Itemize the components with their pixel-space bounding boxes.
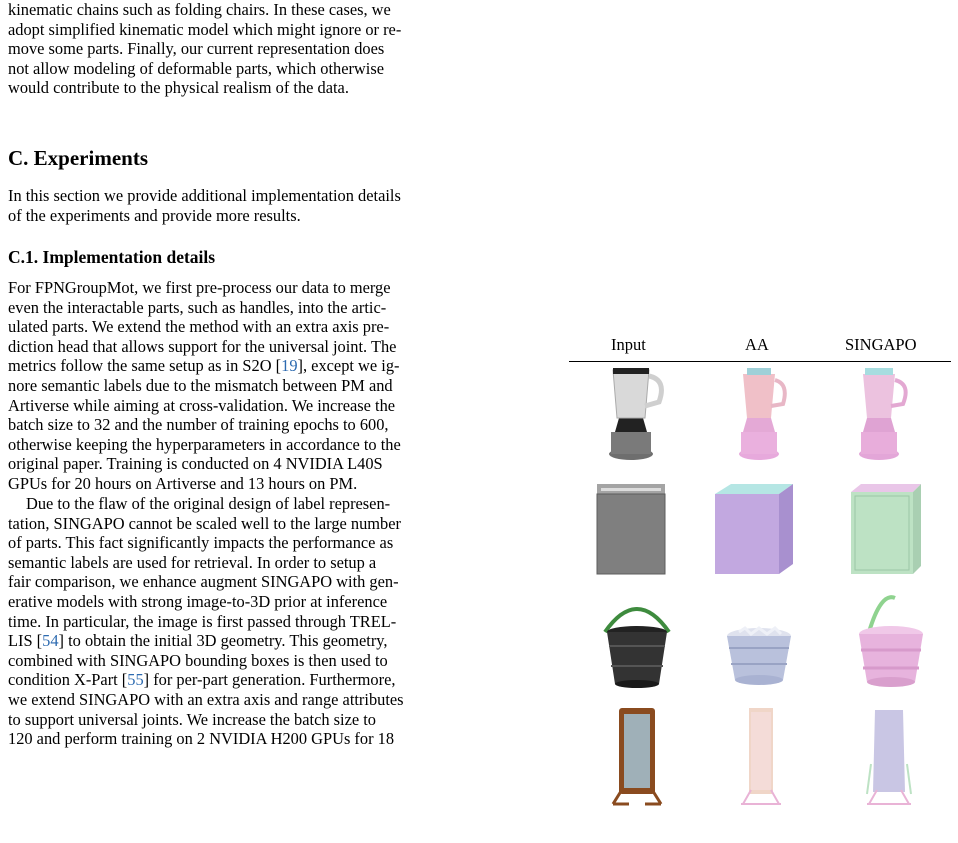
p2-line: of parts. This fact significantly impacts the performance as [8,533,394,553]
intro-line: not allow modeling of deformable parts, which otherwise [8,58,384,78]
column-header-aa: AA [745,335,769,354]
cabinet-aa-render [709,480,799,580]
p2-line: combined with SINGAPO bounding boxes is then used to [8,650,388,670]
p2-line: 120 and perform training on 2 NVIDIA H200 GPUs for 18 [8,729,395,749]
section-intro [8,186,484,225]
citation-link[interactable]: 54 [42,631,59,651]
bucket-input-render [597,592,677,692]
section-title: C. Experiments [8,146,148,170]
intro-paragraph [8,0,484,98]
p2-text: LIS [ [8,631,43,651]
mirror-aa-render [737,704,787,810]
blender-singapo-render [847,366,917,466]
bucket-aa-render [719,592,799,692]
comparison-figure [569,330,951,810]
paragraph-singapo [8,494,484,749]
p2-line: tation, SINGAPO cannot be scaled well to the large number [8,513,401,533]
intro-line: move some parts. Finally, our current representation does [8,39,385,59]
citation-link[interactable]: 55 [127,670,144,690]
p1-line: ulated parts. We extend the method with an extra axis pre- [8,317,390,337]
mirror-input-render [609,704,669,810]
p1-line: original paper. Training is conducted on 4 NVIDIA L40S [8,454,383,474]
paragraph-fpngroupmot [8,278,484,494]
p2-text: condition X-Part [ [8,670,128,690]
p2-line: fair comparison, we enhance augment SINGAPO with gen- [8,572,399,592]
section-line: In this section we provide additional implementation details [8,186,401,205]
p1-line: GPUs for 20 hours on Artiverse and 13 hours on PM. [8,473,358,493]
column-header-singapo: SINGAPO [845,335,917,354]
blender-input-render [597,366,677,466]
blender-aa-render [727,366,797,466]
intro-line: adopt simplified kinematic model which might ignore or re- [8,19,402,39]
cabinet-singapo-render [847,480,927,580]
intro-line: kinematic chains such as folding chairs. In these cases, we [8,0,391,19]
cabinet-input-render [593,480,673,580]
p1-line: Artiverse while aiming at cross-validation. We increase the [8,395,396,415]
p2-line [8,670,484,690]
p2-text: ] to obtain the initial 3D geometry. This geometry, [58,631,388,651]
figure-header [569,330,951,356]
mirror-singapo-render [861,704,921,810]
p2-line [8,631,484,651]
p1-line: otherwise keeping the hyperparameters in accordance to the [8,434,401,454]
citation-link[interactable]: 19 [281,356,298,376]
p1-text: metrics follow the same setup as in S2O [ [8,356,282,376]
p2-line: Due to the flaw of the original design of label represen- [26,494,391,513]
bucket-singapo-render [851,592,931,692]
p2-line: erative models with strong image-to-3D prior at inference [8,591,388,611]
p1-line: diction head that allows support for the universal joint. The [8,336,397,356]
p1-text: ], except we ig- [297,356,400,376]
p2-line: to support universal joints. We increase the batch size to [8,709,376,729]
p2-line: time. In particular, the image is first passed through TREL- [8,611,397,631]
p1-line: even the interactable parts, such as handles, into the artic- [8,297,387,317]
p1-line: For FPNGroupMot, we first pre-process our data to merge [8,278,391,297]
subsection-title: C.1. Implementation details [8,247,216,267]
column-header-input: Input [611,335,646,354]
p2-text: ] for per-part generation. Furthermore, [143,670,396,690]
header-rule [569,361,951,362]
p2-line: semantic labels are used for retrieval. In order to setup a [8,552,377,572]
p1-line: nore semantic labels due to the mismatch between PM and [8,375,393,395]
p2-line: we extend SINGAPO with an extra axis and range attributes [8,689,404,709]
p1-line [8,356,484,376]
section-line: of the experiments and provide more results. [8,205,301,225]
p1-line: batch size to 32 and the number of training epochs to 600, [8,415,389,435]
intro-line: would contribute to the physical realism of the data. [8,78,349,98]
